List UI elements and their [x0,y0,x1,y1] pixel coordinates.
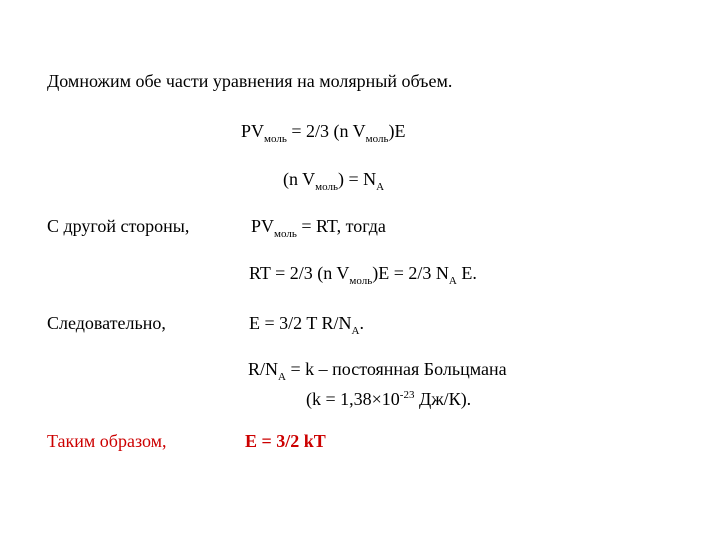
intro-text: Домножим обе части уравнения на молярный объем. [47,71,453,91]
eq6-subscript-1: A [278,371,286,383]
eq4-subscript-2: A [448,275,457,287]
eq7-part-a: (k = 1,38×10 [306,389,400,409]
eq2-part-a: (n V [283,169,316,189]
eq1-part-c: )E [388,121,406,141]
eq3-part-b: = RT, тогда [296,216,386,236]
eq1-part-a: PV [241,121,265,141]
eq2-subscript-2: A [376,181,385,193]
equation-pv-molar [241,120,406,150]
eq4-subscript-1: моль [349,275,373,287]
row5-label: Следовательно, [47,313,166,333]
equation-avogadro [283,168,384,198]
eq3-part-a: PV [251,216,275,236]
eq2-part-b: ) = N [338,169,377,189]
row3-label: С другой стороны, [47,216,190,236]
equation-ideal-gas [251,215,386,245]
eq7-superscript: -23 [399,389,415,401]
eq4-part-b: )E = 2/3 N [372,263,449,283]
eq2-subscript-1: моль [315,181,338,193]
eq5-subscript-1: A [351,325,360,337]
eq4-part-a: RT = 2/3 (n V [249,263,350,283]
final-formula: E = 3/2 kT [245,431,326,451]
eq1-part-b: = 2/3 (n V [286,121,366,141]
boltzmann-value [306,384,471,410]
eq1-subscript-2: моль [365,133,389,145]
eq7-part-b: Дж/К). [414,389,472,409]
row8-label: Таким образом, [47,431,167,451]
eq6-part-a: R/N [248,359,279,379]
eq3-subscript-1: моль [274,228,297,240]
equation-rt [249,262,477,292]
eq5-part-a: E = 3/2 T R/N [249,313,352,333]
eq4-part-c: E. [456,263,477,283]
eq1-subscript-1: моль [264,133,287,145]
eq5-part-b: . [359,313,364,333]
eq6-part-b: = k – постоянная Больцмана [285,359,507,379]
equation-energy [249,312,364,342]
